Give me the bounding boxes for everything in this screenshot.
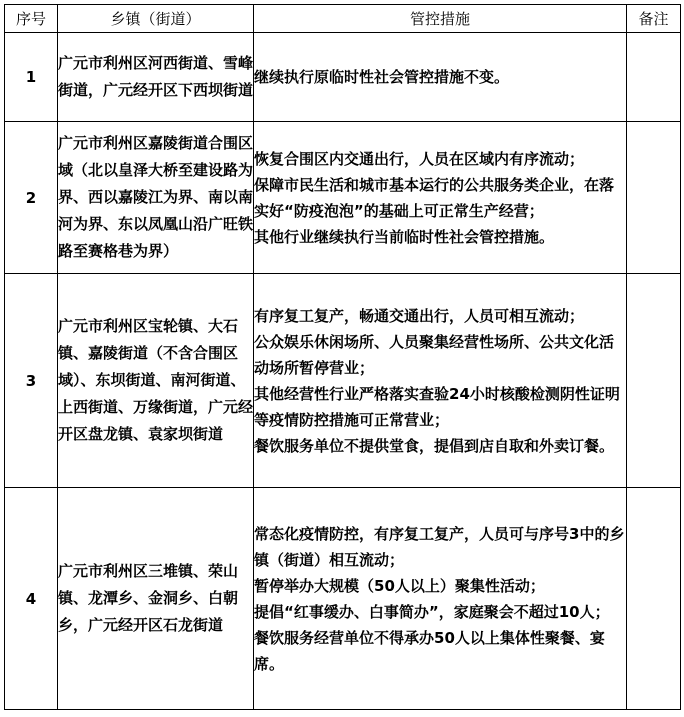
row-seq: 4: [5, 488, 58, 710]
table-row: [5, 274, 681, 488]
measure-item: 公众娱乐休闲场所、人员聚集经营性场所、公共文化活动场所暂停营业；: [254, 332, 615, 377]
row-area: 广元市利州区宝轮镇、大石镇、嘉陵街道（不含合围区域）、东坝街道、南河街道、上西街道、万缘街道，广元经开区盘龙镇、袁家坝街道: [58, 274, 254, 488]
measure-item: 提倡“红事缓办、白事简办”，家庭聚会不超过10人；: [254, 602, 610, 621]
row-measures: [254, 488, 627, 710]
row-area: 广元市利州区三堆镇、荣山镇、龙潭乡、金洞乡、白朝乡，广元经开区石龙街道: [58, 488, 254, 710]
row-measures: [254, 274, 627, 488]
row-seq: 2: [5, 122, 58, 274]
control-measures-table: [4, 4, 681, 710]
row-measures: [254, 122, 627, 274]
row-area: 广元市利州区嘉陵街道合围区域（北以皇泽大桥至建设路为界、西以嘉陵江为界、南以南河为界、东以凤凰山沿广旺铁路至赛格巷为界）: [58, 122, 254, 274]
row-measures: [254, 33, 627, 122]
row-seq: 1: [5, 33, 58, 122]
table-header-row: [5, 5, 681, 33]
measure-item: 餐饮服务单位不提供堂食，提倡到店自取和外卖订餐。: [254, 436, 615, 455]
measure-item: 其他经营性行业严格落实查验24小时核酸检测阴性证明等疫情防控措施可正常营业；: [254, 384, 620, 429]
measure-item: 保障市民生活和城市基本运行的公共服务类企业，在落实好“防疫泡泡”的基础上可正常生产经营；: [254, 175, 615, 220]
row-seq: 3: [5, 274, 58, 488]
header-remark: 备注: [627, 5, 681, 33]
measure-item: 暂停举办大规模（50人以上）聚集性活动；: [254, 576, 545, 595]
table-row: [5, 122, 681, 274]
measure-item: 其他行业继续执行当前临时性社会管控措施。: [254, 227, 555, 246]
header-measures: 管控措施: [254, 5, 627, 33]
measure-item: 餐饮服务经营单位不得承办50人以上集体性聚餐、宴席。: [254, 628, 605, 673]
measure-item: 继续执行原临时性社会管控措施不变。: [254, 68, 510, 86]
row-remark: [627, 33, 681, 122]
header-seq: 序号: [5, 5, 58, 33]
measure-item: 常态化疫情防控，有序复工复产，人员可与序号3中的乡镇（街道）相互流动；: [254, 524, 625, 569]
measure-item: 有序复工复产，畅通交通出行，人员可相互流动；: [254, 306, 585, 325]
table-row: [5, 488, 681, 710]
measure-item: 恢复合围区内交通出行，人员在区域内有序流动；: [254, 149, 585, 168]
row-area: 广元市利州区河西街道、雪峰街道，广元经开区下西坝街道: [58, 33, 254, 122]
row-remark: [627, 274, 681, 488]
row-remark: [627, 488, 681, 710]
header-area: 乡镇（街道）: [58, 5, 254, 33]
row-remark: [627, 122, 681, 274]
table-row: [5, 33, 681, 122]
